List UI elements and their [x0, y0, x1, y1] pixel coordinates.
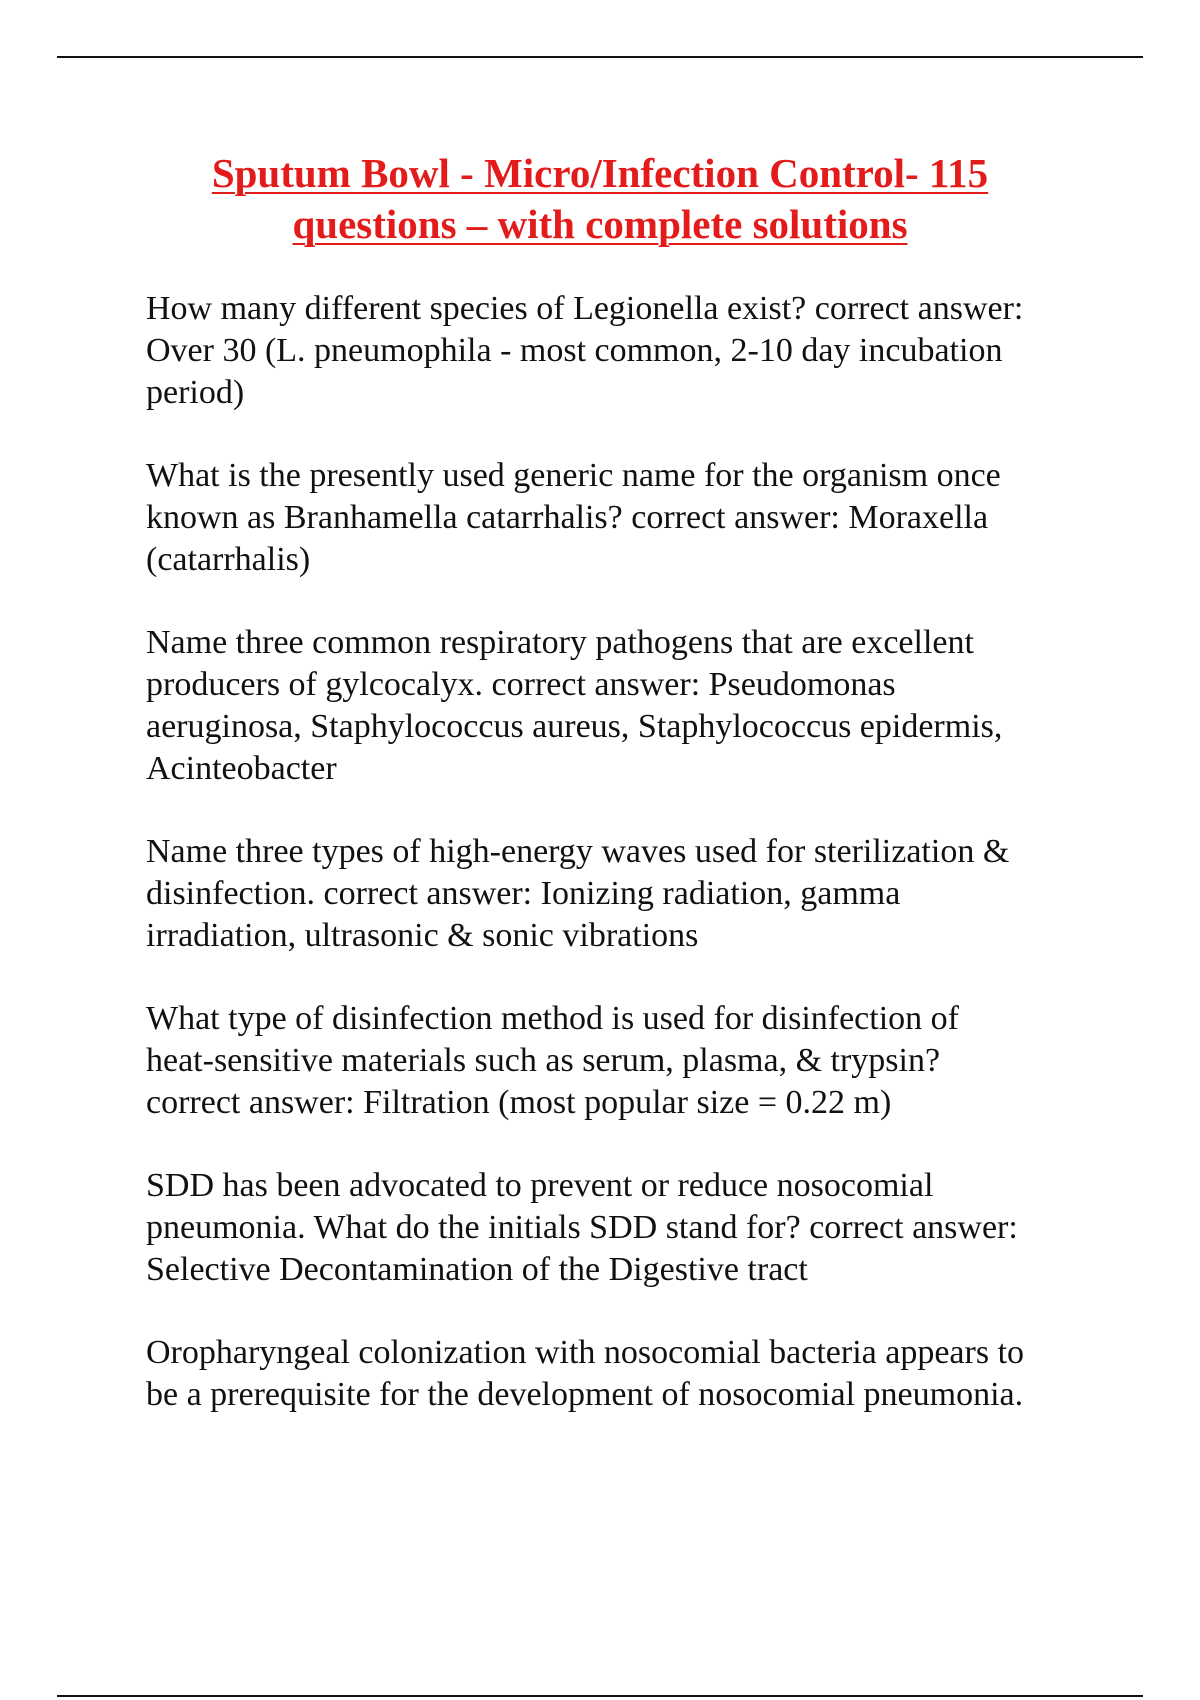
qa-line: Oropharyngeal colonization with nosocomial bacteria appears to — [146, 1334, 1025, 1371]
qa-line: What type of disinfection method is used for disinfection of — [146, 1000, 959, 1037]
qa-line: heat-sensitive materials such as serum, plasma, & trypsin? — [146, 1042, 941, 1079]
qa-item-sdd — [146, 1165, 1101, 1291]
qa-line: be a prerequisite for the development of nosocomial pneumonia. — [146, 1376, 1024, 1413]
document-title — [120, 148, 1080, 250]
bottom-rule — [57, 1695, 1143, 1697]
qa-line: Name three common respiratory pathogens that are excellent — [146, 624, 974, 661]
qa-item-oropharyngeal — [146, 1332, 1101, 1416]
qa-item-legionella — [146, 288, 1101, 414]
qa-line: producers of gylcocalyx. correct answer: Pseudomonas — [146, 666, 896, 703]
qa-list — [146, 288, 1101, 1457]
qa-line: pneumonia. What do the initials SDD stand for? correct answer: — [146, 1209, 1018, 1246]
qa-item-glycocalyx — [146, 622, 1101, 790]
qa-line: (catarrhalis) — [146, 541, 311, 578]
qa-line: aeruginosa, Staphylococcus aureus, Staphylococcus epidermis, — [146, 708, 1003, 745]
qa-line: Selective Decontamination of the Digestive tract — [146, 1251, 808, 1288]
qa-item-moraxella — [146, 455, 1101, 581]
top-rule — [57, 56, 1143, 58]
qa-line: correct answer: Filtration (most popular size = 0.22 m) — [146, 1084, 892, 1121]
qa-line: How many different species of Legionella exist? correct answer: — [146, 290, 1024, 327]
qa-line: known as Branhamella catarrhalis? correct answer: Moraxella — [146, 499, 989, 536]
qa-line: Over 30 (L. pneumophila - most common, 2-10 day incubation — [146, 332, 1003, 369]
qa-line: SDD has been advocated to prevent or reduce nosocomial — [146, 1167, 934, 1204]
qa-line: Acinteobacter — [146, 750, 337, 787]
qa-line: disinfection. correct answer: Ionizing radiation, gamma — [146, 875, 901, 912]
qa-line: period) — [146, 374, 245, 411]
qa-item-filtration — [146, 998, 1101, 1124]
qa-item-high-energy-waves — [146, 831, 1101, 957]
qa-line: What is the presently used generic name for the organism once — [146, 457, 1001, 494]
qa-line: Name three types of high-energy waves used for sterilization & — [146, 833, 1010, 870]
title-line-1: Sputum Bowl - Micro/Infection Control- 115 — [211, 150, 989, 196]
title-line-2: questions – with complete solutions — [292, 201, 908, 247]
qa-line: irradiation, ultrasonic & sonic vibrations — [146, 917, 699, 954]
